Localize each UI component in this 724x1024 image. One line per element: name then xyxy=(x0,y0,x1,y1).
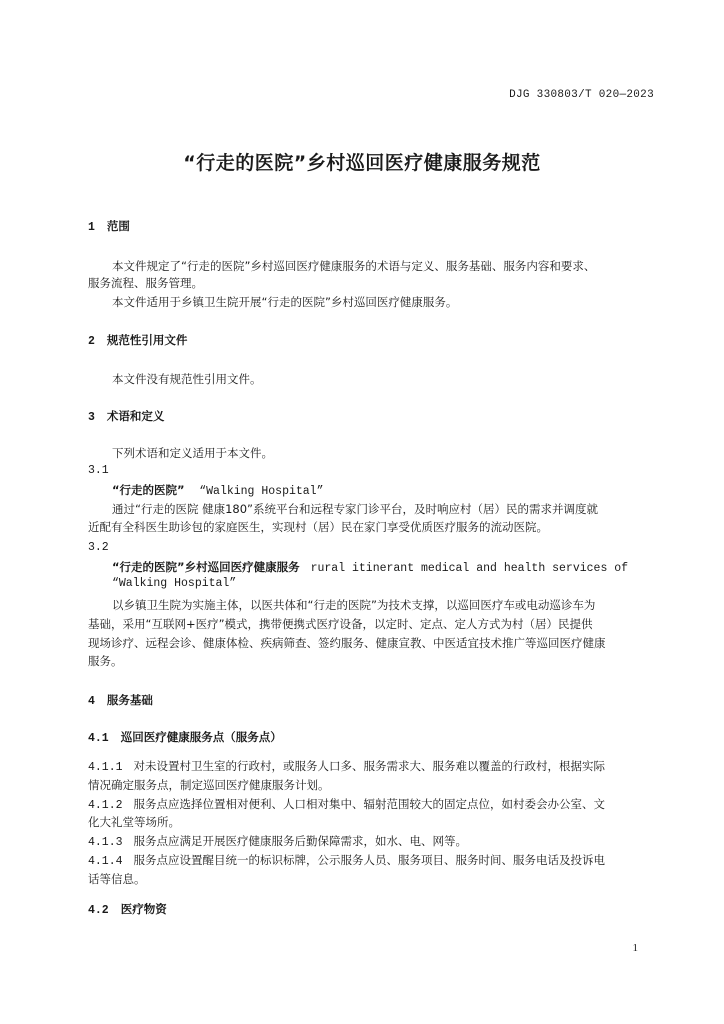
paragraph-line: 情况确定服务点，制定巡回医疗健康服务计划。 xyxy=(88,778,330,792)
page-number: 1 xyxy=(632,942,638,954)
term-title xyxy=(112,482,323,500)
clause-number: 4.1.2 xyxy=(88,799,123,812)
paragraph-line: 以乡镇卫生院为实施主体，以医共体和“行走的医院”为技术支撑，以巡回医疗车或电动巡诊车为 xyxy=(112,598,596,612)
section-title: 范围 xyxy=(106,219,130,233)
term-number: 3.2 xyxy=(88,541,109,554)
paragraph-line: 基础，采用“互联网+医疗”模式，携带便携式医疗设备，以定时、定点、定人方式为村（居）民提供 xyxy=(88,617,593,631)
clause-text: 服务点应满足开展医疗健康服务后勤保障需求，如水、电、网等。 xyxy=(133,834,467,848)
section-number: 1 xyxy=(88,221,95,234)
clause-line xyxy=(88,852,605,870)
paragraph-line: 服务。 xyxy=(88,654,123,668)
section-1-heading xyxy=(88,218,130,236)
subsection-number: 4.1 xyxy=(88,732,109,745)
term-english-continued: “Walking Hospital” xyxy=(112,577,237,590)
section-number: 4 xyxy=(88,695,95,708)
clause-line xyxy=(88,833,467,851)
section-4-heading xyxy=(88,692,153,710)
term-number: 3.1 xyxy=(88,464,109,477)
subsection-number: 4.2 xyxy=(88,904,109,917)
section-title: 术语和定义 xyxy=(106,409,165,423)
section-title: 规范性引用文件 xyxy=(106,333,188,347)
term-title xyxy=(112,559,628,577)
term-chinese: “行走的医院”乡村巡回医疗健康服务 xyxy=(112,560,300,574)
subsection-title: 医疗物资 xyxy=(120,902,167,916)
section-title: 服务基础 xyxy=(106,693,153,707)
paragraph-line: 通过“行走的医院 健康180”系统平台和远程专家门诊平台，及时响应村（居）民的需求并调度就 xyxy=(112,502,599,516)
paragraph-line: 本文件适用于乡镇卫生院开展“行走的医院”乡村巡回医疗健康服务。 xyxy=(112,295,458,309)
paragraph-line: 近配有全科医生助诊包的家庭医生，实现村（居）民在家门享受优质医疗服务的流动医院。 xyxy=(88,520,548,534)
term-chinese: “行走的医院” xyxy=(112,483,185,497)
clause-line xyxy=(88,758,605,776)
paragraph-line: 化大礼堂等场所。 xyxy=(88,815,180,829)
clause-number: 4.1.4 xyxy=(88,855,123,868)
clause-text: 服务点应选择位置相对便利、人口相对集中、辐射范围较大的固定点位，如村委会办公室、文 xyxy=(133,797,605,811)
subsection-4-1-heading xyxy=(88,729,282,747)
subsection-4-2-heading xyxy=(88,901,167,919)
paragraph-line: 话等信息。 xyxy=(88,872,146,886)
section-2-heading xyxy=(88,332,187,350)
document-code: DJG 330803/T 020—2023 xyxy=(509,89,654,101)
paragraph-line: 服务流程、服务管理。 xyxy=(88,276,203,290)
clause-text: 对未设置村卫生室的行政村，或服务人口多、服务需求大、服务难以覆盖的行政村，根据实际 xyxy=(133,759,605,773)
paragraph-line: 下列术语和定义适用于本文件。 xyxy=(112,446,273,460)
section-number: 3 xyxy=(88,411,95,424)
paragraph-line: 本文件规定了“行走的医院”乡村巡回医疗健康服务的术语与定义、服务基础、服务内容和要求、 xyxy=(112,259,596,273)
clause-line xyxy=(88,796,605,814)
section-number: 2 xyxy=(88,335,95,348)
paragraph-line: 现场诊疗、远程会诊、健康体检、疾病筛查、签约服务、健康宣教、中医适宜技术推广等巡回医疗健康 xyxy=(88,636,606,650)
section-3-heading xyxy=(88,408,164,426)
paragraph-line: 本文件没有规范性引用文件。 xyxy=(112,372,262,386)
clause-number: 4.1.3 xyxy=(88,836,123,849)
term-english: rural itinerant medical and health services of xyxy=(310,562,629,575)
clause-text: 服务点应设置醒目统一的标识标牌，公示服务人员、服务项目、服务时间、服务电话及投诉电 xyxy=(133,853,605,867)
clause-number: 4.1.1 xyxy=(88,761,123,774)
subsection-title: 巡回医疗健康服务点（服务点） xyxy=(120,730,282,744)
page-title: “行走的医院”乡村巡回医疗健康服务规范 xyxy=(183,152,541,174)
term-english: “Walking Hospital” xyxy=(199,485,324,498)
